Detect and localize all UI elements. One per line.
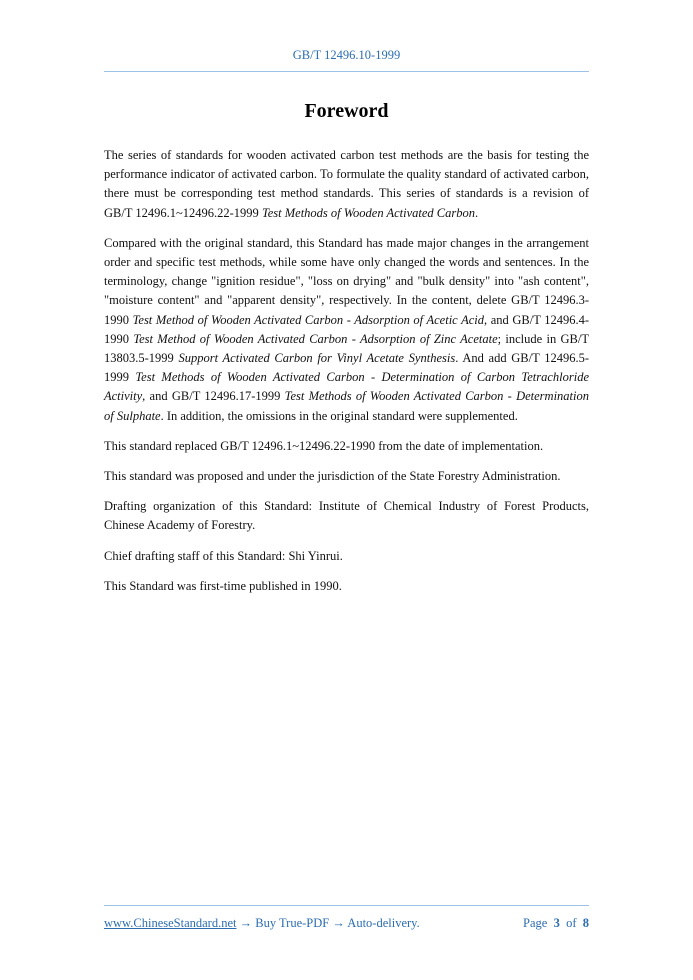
website-link[interactable]: www.ChineseStandard.net: [104, 916, 237, 930]
standard-title: Support Activated Carbon for Vinyl Acetate Synthesis: [178, 351, 456, 366]
standard-title: Test Methods of Wooden Activated Carbon - Determination of Carbon Tetrachloride Activity: [104, 370, 589, 404]
paragraph-2: Compared with the original standard, this Standard has made major changes in the arrangement order and specific test methods, while some have only changed the words and sentences. In the terminology, change "ignition residue", "loss on drying" and "bulk density" into "ash content", "moisture content" and "apparent density", respectively. In the content, delete GB/T 12496.3-1990 Test Method of Wooden Activated Carbon - Adsorption of Acetic Acid, and GB/T 12496.4-1990 Test Method of Wooden Activated Carbon - Adsorption of Zinc Acetate; include in GB/T 13803.5-1999 Support Activated Carbon for Vinyl Acetate Synthesis. And add GB/T 12496.5-1999 Test Methods of Wooden Activated Carbon - Determination of Carbon Tetrachloride Activity, and GB/T 12496.17-1999 Test Methods of Wooden Activated Carbon - Determination of Sulphate. In addition, the omissions in the original standard were supplemented.: [104, 235, 590, 423]
paragraph-6: Chief drafting staff of this Standard: Shi Yinrui.: [104, 548, 343, 563]
footer-promo: [104, 916, 420, 931]
total-pages: 8: [582, 916, 589, 930]
promo-text: → Buy True-PDF → Auto-delivery.: [236, 916, 420, 930]
standard-title: Test Method of Wooden Activated Carbon - Adsorption of Zinc Acetate: [133, 331, 498, 346]
document-code: GB/T 12496.10-1999: [292, 48, 401, 62]
standard-title: Test Methods of Wooden Activated Carbon: [261, 205, 476, 220]
paragraph-7: This Standard was first-time published in 1990.: [104, 578, 342, 593]
page-number: Page 3 of 8: [523, 916, 589, 930]
paragraph-5: Drafting organization of this Standard: Institute of Chemical Industry of Forest Products, Chinese Academy of Forestry.: [104, 499, 589, 533]
paragraph-3: This standard replaced GB/T 12496.1~12496.22-1990 from the date of implementation.: [104, 438, 544, 453]
header-divider: [104, 71, 589, 72]
foreword-body: [104, 146, 589, 607]
standard-title: Test Method of Wooden Activated Carbon - Adsorption of Acetic Acid: [132, 312, 484, 327]
paragraph-4: This standard was proposed and under the jurisdiction of the State Forestry Administration.: [104, 469, 561, 484]
standard-title: Test Methods of Wooden Activated Carbon - Determination of Sulphate: [104, 389, 589, 423]
paragraph-1: The series of standards for wooden activated carbon test methods are the basis for testing the performance indicator of activated carbon. To formulate the quality standard of activated carbon, there must be corresponding test method standards. This series of standards is a revision of GB/T 12496.1~12496.22-1999 Test Methods of Wooden Activated Carbon.: [104, 148, 589, 220]
current-page: 3: [553, 916, 560, 930]
running-header: [0, 48, 693, 63]
footer-divider: [104, 905, 589, 906]
page-title: Foreword: [304, 100, 389, 122]
